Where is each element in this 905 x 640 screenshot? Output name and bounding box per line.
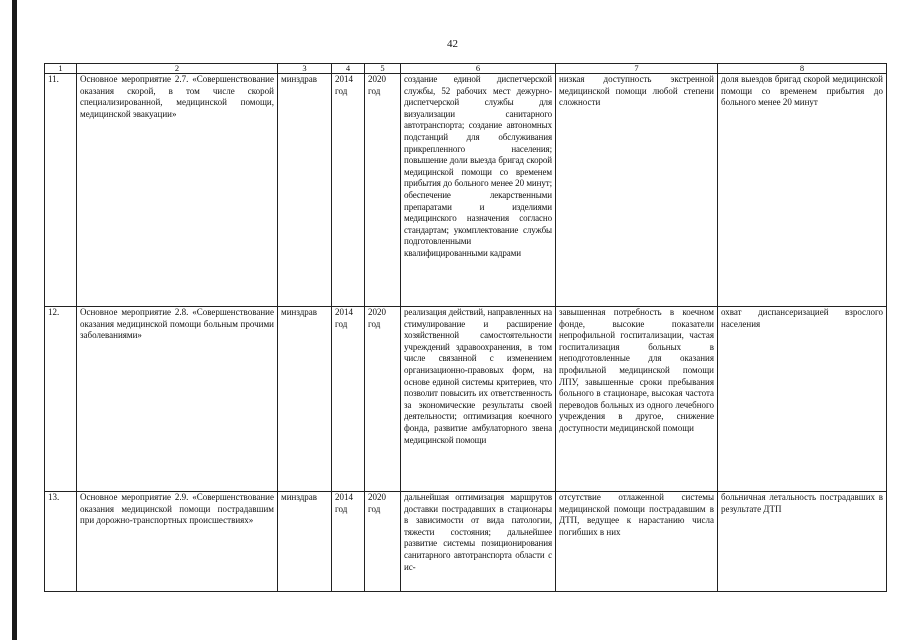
row-number: 13. xyxy=(45,492,77,592)
column-header-5: 5 xyxy=(365,64,401,74)
row-number: 12. xyxy=(45,307,77,492)
consequences-cell: отсутствие отлаженной системы медицинской помощи пострадавшим в ДТП, ведущее к нарастанию числа погибших в них xyxy=(556,492,718,592)
scan-border xyxy=(12,0,17,640)
executor-cell: минздрав xyxy=(278,74,332,307)
consequences-cell: завышенная потребность в коечном фонде, высокие показатели непрофильной госпитализации, частая госпитализация больных в неподготовленные для оказания профильной медицинской помощи ЛПУ, завышенные сроки пребывания больного в стационаре, высокая частота переводов больных из одного лечебного учреждения в другое, снижение доступности медицинской помощи xyxy=(556,307,718,492)
executor-cell: минздрав xyxy=(278,492,332,592)
end-year-cell: 2020 год xyxy=(365,74,401,307)
expected-result-cell: дальнейшая оптимизация маршрутов доставки пострадавших в стационары в зависимости от вида патологии, тяжести состояния; дальнейшее развитие системы позиционирования санитарного автотранспорта области с ис- xyxy=(401,492,556,592)
column-header-2: 2 xyxy=(77,64,278,74)
column-header-1: 1 xyxy=(45,64,77,74)
measures-table xyxy=(44,63,887,592)
indicators-cell: доля выездов бригад скорой медицинской помощи со временем прибытия до больного менее 20 минут xyxy=(718,74,887,307)
column-header-6: 6 xyxy=(401,64,556,74)
measure-cell: Основное мероприятие 2.7. «Совершенствование оказания скорой, в том числе скорой специализированной, медицинской помощи, медицинской эвакуации» xyxy=(77,74,278,307)
measure-cell: Основное мероприятие 2.8. «Совершенствование оказания медицинской помощи больным прочими заболеваниями» xyxy=(77,307,278,492)
table-row xyxy=(45,492,887,592)
column-header-7: 7 xyxy=(556,64,718,74)
expected-result-cell: реализация действий, направленных на стимулирование и расширение хозяйственной самостоятельности учреждений здравоохранения, в том числе связанной с изменением организационно-правовых форм, на основе единой системы критериев, что позволит повысить их ответственность за экономические результаты своей деятельности; оптимизация коечного фонда, развитие амбулаторного звена медицинской помощи xyxy=(401,307,556,492)
indicators-cell: больничная летальность пострадавших в результате ДТП xyxy=(718,492,887,592)
end-year-cell: 2020 год xyxy=(365,492,401,592)
expected-result-cell: создание единой диспетчерской службы, 52 рабочих мест дежурно-диспетчерской службы для визуализации санитарного автотранспорта; создание автономных подстанций для обслуживания прикрепленного населения; повышение доли выезда бригад скорой медицинской помощи со временем прибытия до больного менее 20 минут; обеспечение лекарственными препаратами и изделиями медицинского назначения согласно стандартам; укомплектование службы подготовленными квалифицированными кадрами xyxy=(401,74,556,307)
table-row xyxy=(45,74,887,307)
column-header-8: 8 xyxy=(718,64,887,74)
start-year-cell: 2014 год xyxy=(332,74,365,307)
consequences-cell: низкая доступность экстренной медицинской помощи любой степени сложности xyxy=(556,74,718,307)
row-number: 11. xyxy=(45,74,77,307)
indicators-cell: охват диспансеризацией взрослого населения xyxy=(718,307,887,492)
start-year-cell: 2014 год xyxy=(332,307,365,492)
executor-cell: минздрав xyxy=(278,307,332,492)
column-number-row xyxy=(45,64,887,74)
start-year-cell: 2014 год xyxy=(332,492,365,592)
page-number: 42 xyxy=(447,38,458,50)
column-header-4: 4 xyxy=(332,64,365,74)
table-row xyxy=(45,307,887,492)
end-year-cell: 2020 год xyxy=(365,307,401,492)
measure-cell: Основное мероприятие 2.9. «Совершенствование оказания медицинской помощи пострадавшим при дорожно-транспортных происшествиях» xyxy=(77,492,278,592)
column-header-3: 3 xyxy=(278,64,332,74)
